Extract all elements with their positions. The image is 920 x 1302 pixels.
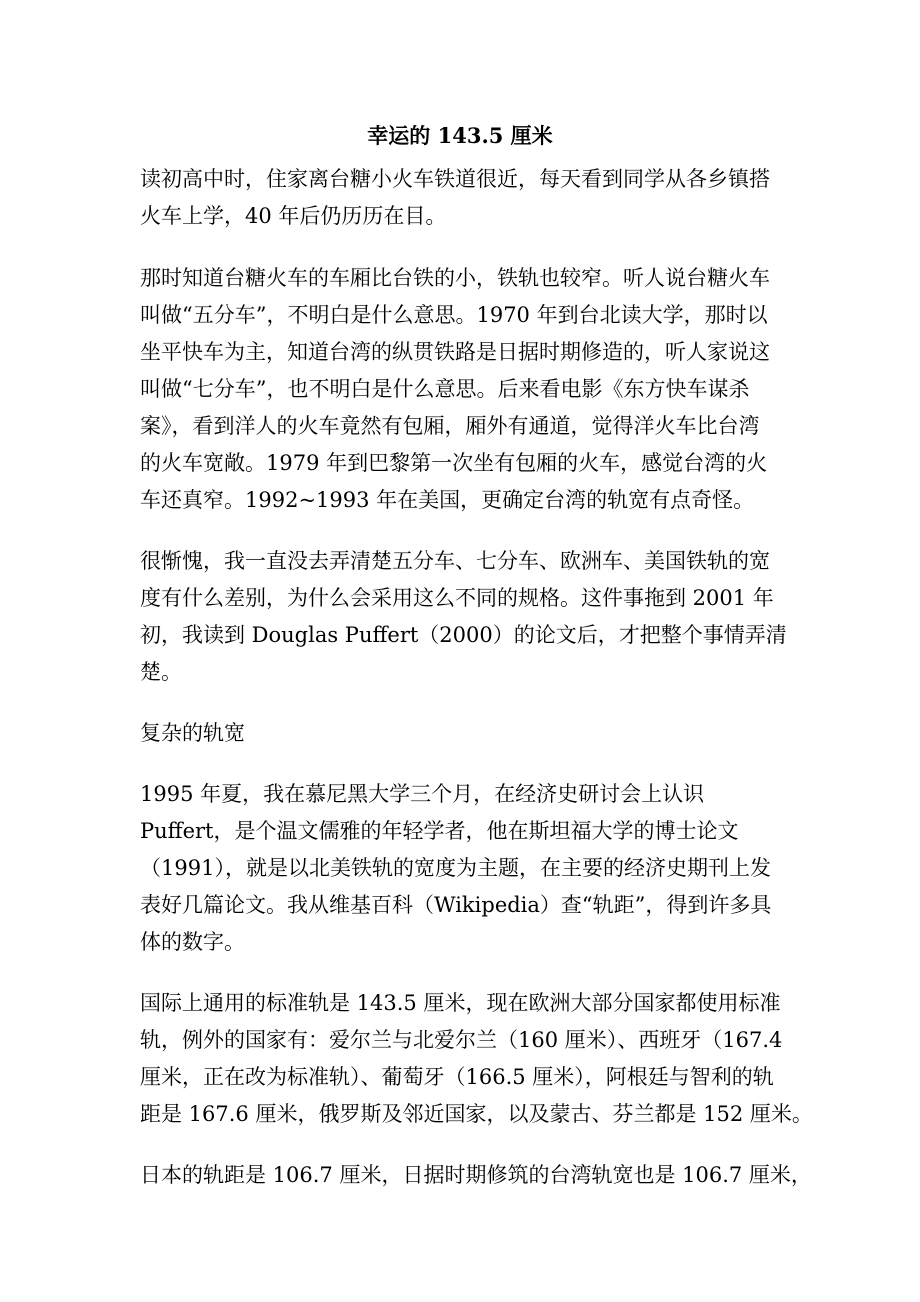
text-line: 案》，看到洋人的火车竟然有包厢，厢外有通道，觉得洋火车比台湾 xyxy=(140,414,760,438)
text-line: 叫做“七分车”，也不明白是什么意思。后来看电影《东方快车谋杀 xyxy=(140,377,750,401)
text-line: 很惭愧，我一直没去弄清楚五分车、七分车、欧洲车、美国铁轨的宽 xyxy=(140,549,770,573)
text-line: Puffert，是个温文儒雅的年轻学者，他在斯坦福大学的博士论文 xyxy=(140,819,739,843)
text-line: 火车上学，40 年后仍历历在目。 xyxy=(140,204,447,228)
text-line: 读初高中时，住家离台糖小火车铁道很近，每天看到同学从各乡镇搭 xyxy=(140,167,770,191)
text-line: 轨，例外的国家有：爱尔兰与北爱尔兰（160 厘米）、西班牙（167.4 xyxy=(140,1028,783,1052)
text-line: 国际上通用的标准轨是 143.5 厘米，现在欧洲大部分国家都使用标准 xyxy=(140,991,781,1015)
text-line: 坐平快车为主，知道台湾的纵贯铁路是日据时期修造的，听人家说这 xyxy=(140,340,770,364)
text-line: 距是 167.6 厘米，俄罗斯及邻近国家，以及蒙古、芬兰都是 152 厘米。 xyxy=(140,1102,813,1126)
text-line: 日本的轨距是 106.7 厘米，日据时期修筑的台湾轨宽也是 106.7 厘米， xyxy=(140,1163,812,1187)
text-line: 度有什么差别，为什么会采用这么不同的规格。这件事拖到 2001 年 xyxy=(140,586,774,610)
text-line: 体的数字。 xyxy=(140,930,245,954)
text-line: 叫做“五分车”，不明白是什么意思。1970 年到台北读大学，那时以 xyxy=(140,303,768,327)
text-line: （1991），就是以北美铁轨的宽度为主题，在主要的经济史期刊上发 xyxy=(140,856,771,880)
document-title: 幸运的 143.5 厘米 xyxy=(367,123,553,148)
text-line: 那时知道台糖火车的车厢比台铁的小，铁轨也较窄。听人说台糖火车 xyxy=(140,266,770,290)
text-line: 初，我读到 Douglas Puffert（2000）的论文后，才把整个事情弄清 xyxy=(140,623,787,647)
text-line: 1995 年夏，我在慕尼黑大学三个月，在经济史研讨会上认识 xyxy=(140,782,705,806)
text-line: 厘米，正在改为标准轨）、葡萄牙（166.5 厘米），阿根廷与智利的轨 xyxy=(140,1065,774,1089)
section-heading: 复杂的轨宽 xyxy=(140,721,245,745)
text-line: 的火车宽敞。1979 年到巴黎第一次坐有包厢的火车，感觉台湾的火 xyxy=(140,451,768,475)
text-line: 车还真窄。1992~1993 年在美国，更确定台湾的轨宽有点奇怪。 xyxy=(140,488,755,512)
text-line: 表好几篇论文。我从维基百科（Wikipedia）查“轨距”，得到许多具 xyxy=(140,893,772,917)
text-line: 楚。 xyxy=(140,660,182,684)
